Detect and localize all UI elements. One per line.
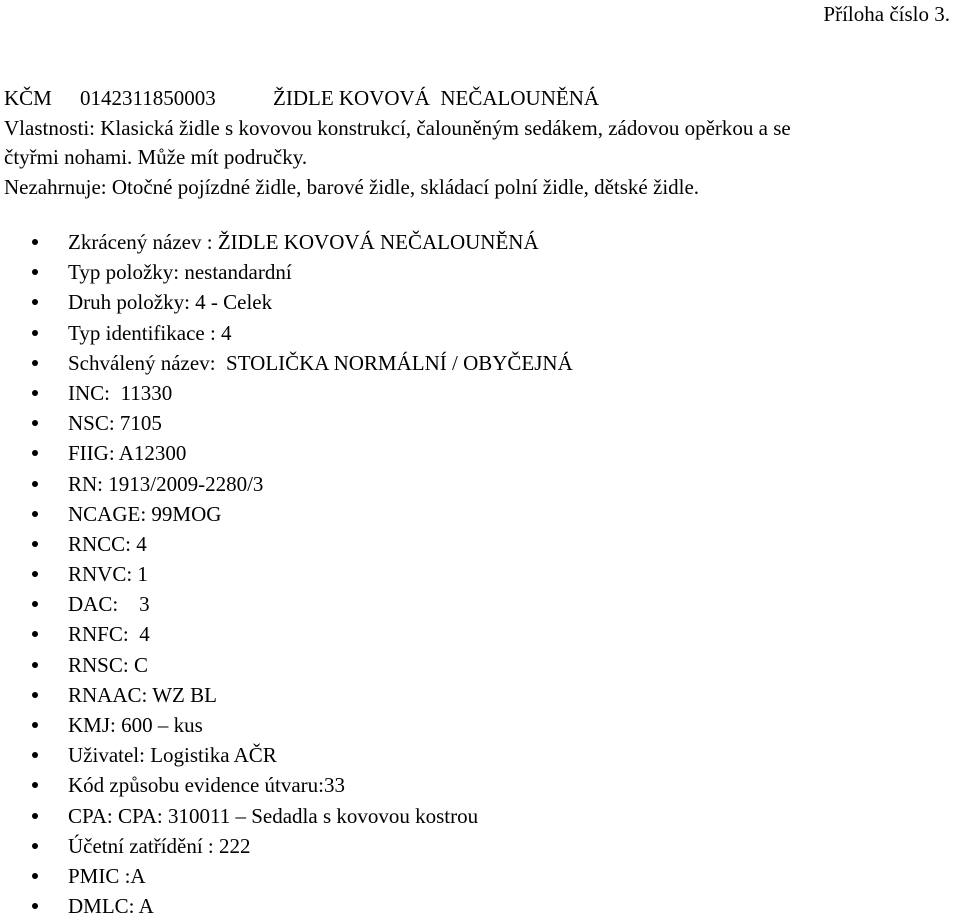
- bullet-icon: [32, 571, 38, 577]
- list-item: [0, 227, 573, 257]
- bullet-icon: [32, 843, 38, 849]
- list-item-text: Zkrácený název : ŽIDLE KOVOVÁ NEČALOUNĚNÁ: [68, 230, 539, 254]
- list-item: [0, 287, 573, 317]
- list-item-text: RNVC: 1: [68, 562, 148, 587]
- list-item: [0, 559, 573, 589]
- list-item: [0, 318, 573, 348]
- list-item: [0, 499, 573, 529]
- list-item: [0, 348, 573, 378]
- list-item-text: NCAGE: 99MOG: [68, 501, 222, 526]
- item-attributes-list: [0, 227, 573, 921]
- bullet-icon: [32, 360, 38, 366]
- bullet-icon: [32, 330, 38, 336]
- list-item-text: RNFC: 4: [68, 622, 150, 647]
- list-item: [0, 680, 573, 710]
- list-item: [0, 529, 573, 559]
- list-item-text: Kód způsobu evidence útvaru:33: [68, 773, 346, 798]
- list-item: [0, 589, 573, 619]
- bullet-icon: [32, 299, 38, 305]
- list-item: [0, 378, 573, 408]
- list-item-text: RNSC: C: [68, 652, 148, 677]
- kcm-label: KČM: [4, 86, 52, 110]
- list-item-text: INC: 11330: [68, 380, 173, 405]
- bullet-icon: [32, 631, 38, 637]
- item-header: [4, 84, 954, 203]
- properties-line-2: čtyřmi nohami. Může mít područky.: [4, 145, 308, 170]
- list-item: [0, 257, 573, 287]
- list-item-text: NSC: 7105: [68, 411, 162, 436]
- kcm-code: 0142311850003: [80, 86, 216, 110]
- item-title: ŽIDLE KOVOVÁ NEČALOUNĚNÁ: [273, 86, 600, 110]
- bullet-icon: [32, 541, 38, 547]
- bullet-icon: [32, 722, 38, 728]
- attachment-number: Příloha číslo 3.: [823, 2, 950, 26]
- excludes-line: Nezahrnuje: Otočné pojízdné židle, barové židle, skládací polní židle, dětské židle.: [4, 175, 700, 200]
- list-item: [0, 891, 573, 921]
- bullet-icon: [32, 601, 38, 607]
- list-item: [0, 861, 573, 891]
- list-item: [0, 619, 573, 649]
- bullet-icon: [32, 813, 38, 819]
- bullet-icon: [32, 873, 38, 879]
- properties-line-1: Vlastnosti: Klasická židle s kovovou konstrukcí, čalouněným sedákem, zádovou opěrkou a se: [4, 115, 791, 140]
- bullet-icon: [32, 662, 38, 668]
- list-item-text: Typ identifikace : 4: [68, 320, 232, 345]
- list-item-text: Účetní zatřídění : 222: [68, 833, 251, 858]
- bullet-icon: [32, 752, 38, 758]
- list-item-text: KMJ: 600 – kus: [68, 713, 203, 737]
- bullet-icon: [32, 903, 38, 909]
- list-item-text: RN: 1913/2009-2280/3: [68, 471, 264, 496]
- bullet-icon: [32, 481, 38, 487]
- item-code-line: [4, 84, 954, 114]
- bullet-icon: [32, 450, 38, 456]
- list-item: [0, 710, 573, 740]
- list-item: [0, 740, 573, 770]
- bullet-icon: [32, 390, 38, 396]
- list-item-text: RNCC: 4: [68, 531, 147, 556]
- list-item: [0, 438, 573, 468]
- list-item-text: DAC: 3: [68, 592, 150, 617]
- list-item-text: RNAAC: WZ BL: [68, 682, 217, 707]
- bullet-icon: [32, 239, 38, 245]
- bullet-icon: [32, 692, 38, 698]
- list-item-text: Schválený název: STOLIČKA NORMÁLNÍ / OBYČEJNÁ: [68, 350, 573, 375]
- bullet-icon: [32, 269, 38, 275]
- bullet-icon: [32, 511, 38, 517]
- list-item-text: CPA: CPA: 310011 – Sedadla s kovovou kostrou: [68, 803, 479, 828]
- list-item: [0, 831, 573, 861]
- list-item-text: DMLC: A: [68, 894, 154, 919]
- list-item: [0, 650, 573, 680]
- list-item: [0, 801, 573, 831]
- list-item-text: Typ položky: nestandardní: [68, 260, 292, 285]
- list-item: [0, 770, 573, 800]
- bullet-icon: [32, 782, 38, 788]
- list-item-text: PMIC :A: [68, 863, 146, 888]
- list-item: [0, 408, 573, 438]
- bullet-icon: [32, 420, 38, 426]
- list-item: [0, 469, 573, 499]
- list-item-text: Uživatel: Logistika AČR: [68, 743, 277, 768]
- list-item-text: Druh položky: 4 - Celek: [68, 290, 273, 315]
- list-item-text: FIIG: A12300: [68, 441, 187, 466]
